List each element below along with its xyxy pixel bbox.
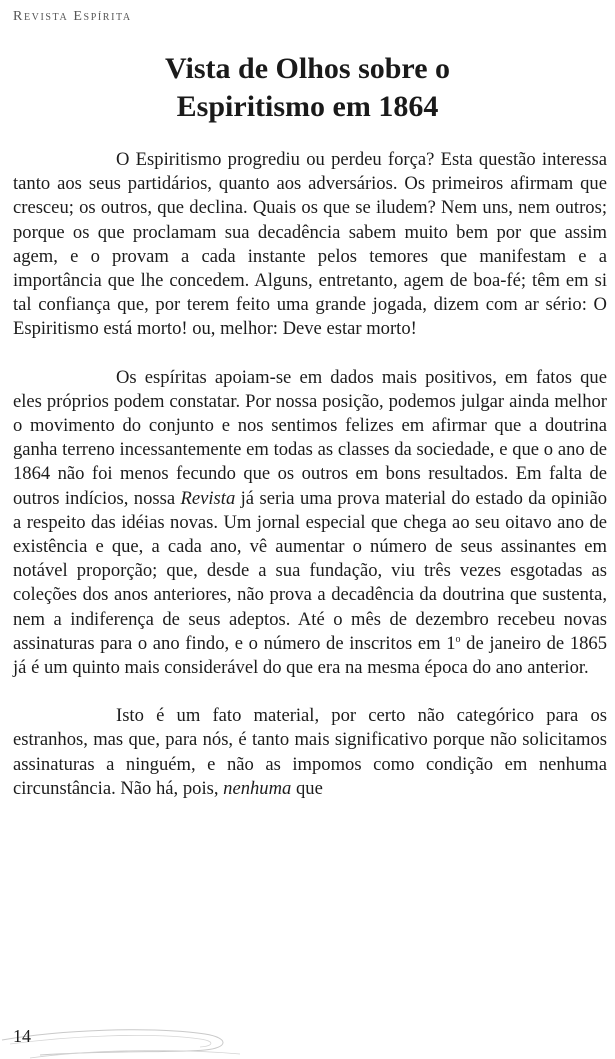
paragraph-3-part-b: que xyxy=(291,777,323,799)
paragraph-2 xyxy=(13,366,607,681)
footer-swirl-ornament xyxy=(0,1020,260,1059)
paragraph-2-part-a: Os espíritas apoiam-se em dados mais positivos, em fatos que eles próprios podem constatar. Por nossa posição, podemos julgar ainda melhor o movimento do conjunto e nos sentimos felizes em afirmar que a doutrina ganha terreno incessantemente em todas as classes da sociedade, e que o ano de 1864 não foi menos fecundo que os outros em bons resultados. Em falta de outros indícios, nossa xyxy=(13,366,607,509)
ordinal-superscript: o xyxy=(455,633,461,645)
journal-name-italic: Revista xyxy=(180,487,236,509)
page-number: 14 xyxy=(13,1026,31,1046)
paragraph-3-part-a: Isto é um fato material, por certo não categórico para os estranhos, mas que, para nós, é tanto mais significativo porque não solicitamos assinaturas a ninguém, e não as impomos como condição em nenhuma circunstância. Não há, pois, xyxy=(13,705,607,799)
emphasis-italic: nenhuma xyxy=(223,777,292,799)
article-title xyxy=(0,50,615,126)
paragraph-3 xyxy=(13,704,607,801)
paragraph-2-part-b: já seria uma prova material do estado da opinião a respeito das idéias novas. Um jornal especial que chega ao seu oitavo ano de existência e que, a cada ano, vê aumentar o número de seus assinantes em notável proporção; que, desde a sua fundação, viu três vezes esgotadas as coleções dos anos anteriores, não prova a decadência da doutrina que sustenta, nem a indiferença de seus adeptos. Até o mês de dezembro recebeu novas assinaturas para o ano findo, e o número de inscritos em 1 xyxy=(13,487,607,654)
article-body xyxy=(13,148,607,801)
paragraph-1: O Espiritismo progrediu ou perdeu força? Esta questão interessa tanto aos seus partidários, quanto aos adversários. Os primeiros afirmam que cresceu; os outros, que declina. Quais os que se iludem? Nem uns, nem outros; porque os que proclamam sua decadência sabem muito bem por que assim agem, e o provam a cada instante pelos temores que manifestam e a importância que lhe concedem. Alguns, entretanto, agem de boa-fé; têm em si tal confiança que, por terem feito uma grande jogada, dizem com ar sério: O Espiritismo está morto! ou, melhor: Deve estar morto! xyxy=(13,149,607,340)
article-title-line-2: Espiritismo em 1864 xyxy=(176,90,439,123)
article-title-line-1: Vista de Olhos sobre o xyxy=(164,52,451,85)
paragraph-2-part-c: de janeiro de 1865 já é um quinto mais considerável do que era na mesma época do ano anterior. xyxy=(13,632,608,679)
running-head: Revista Espírita xyxy=(13,9,132,24)
